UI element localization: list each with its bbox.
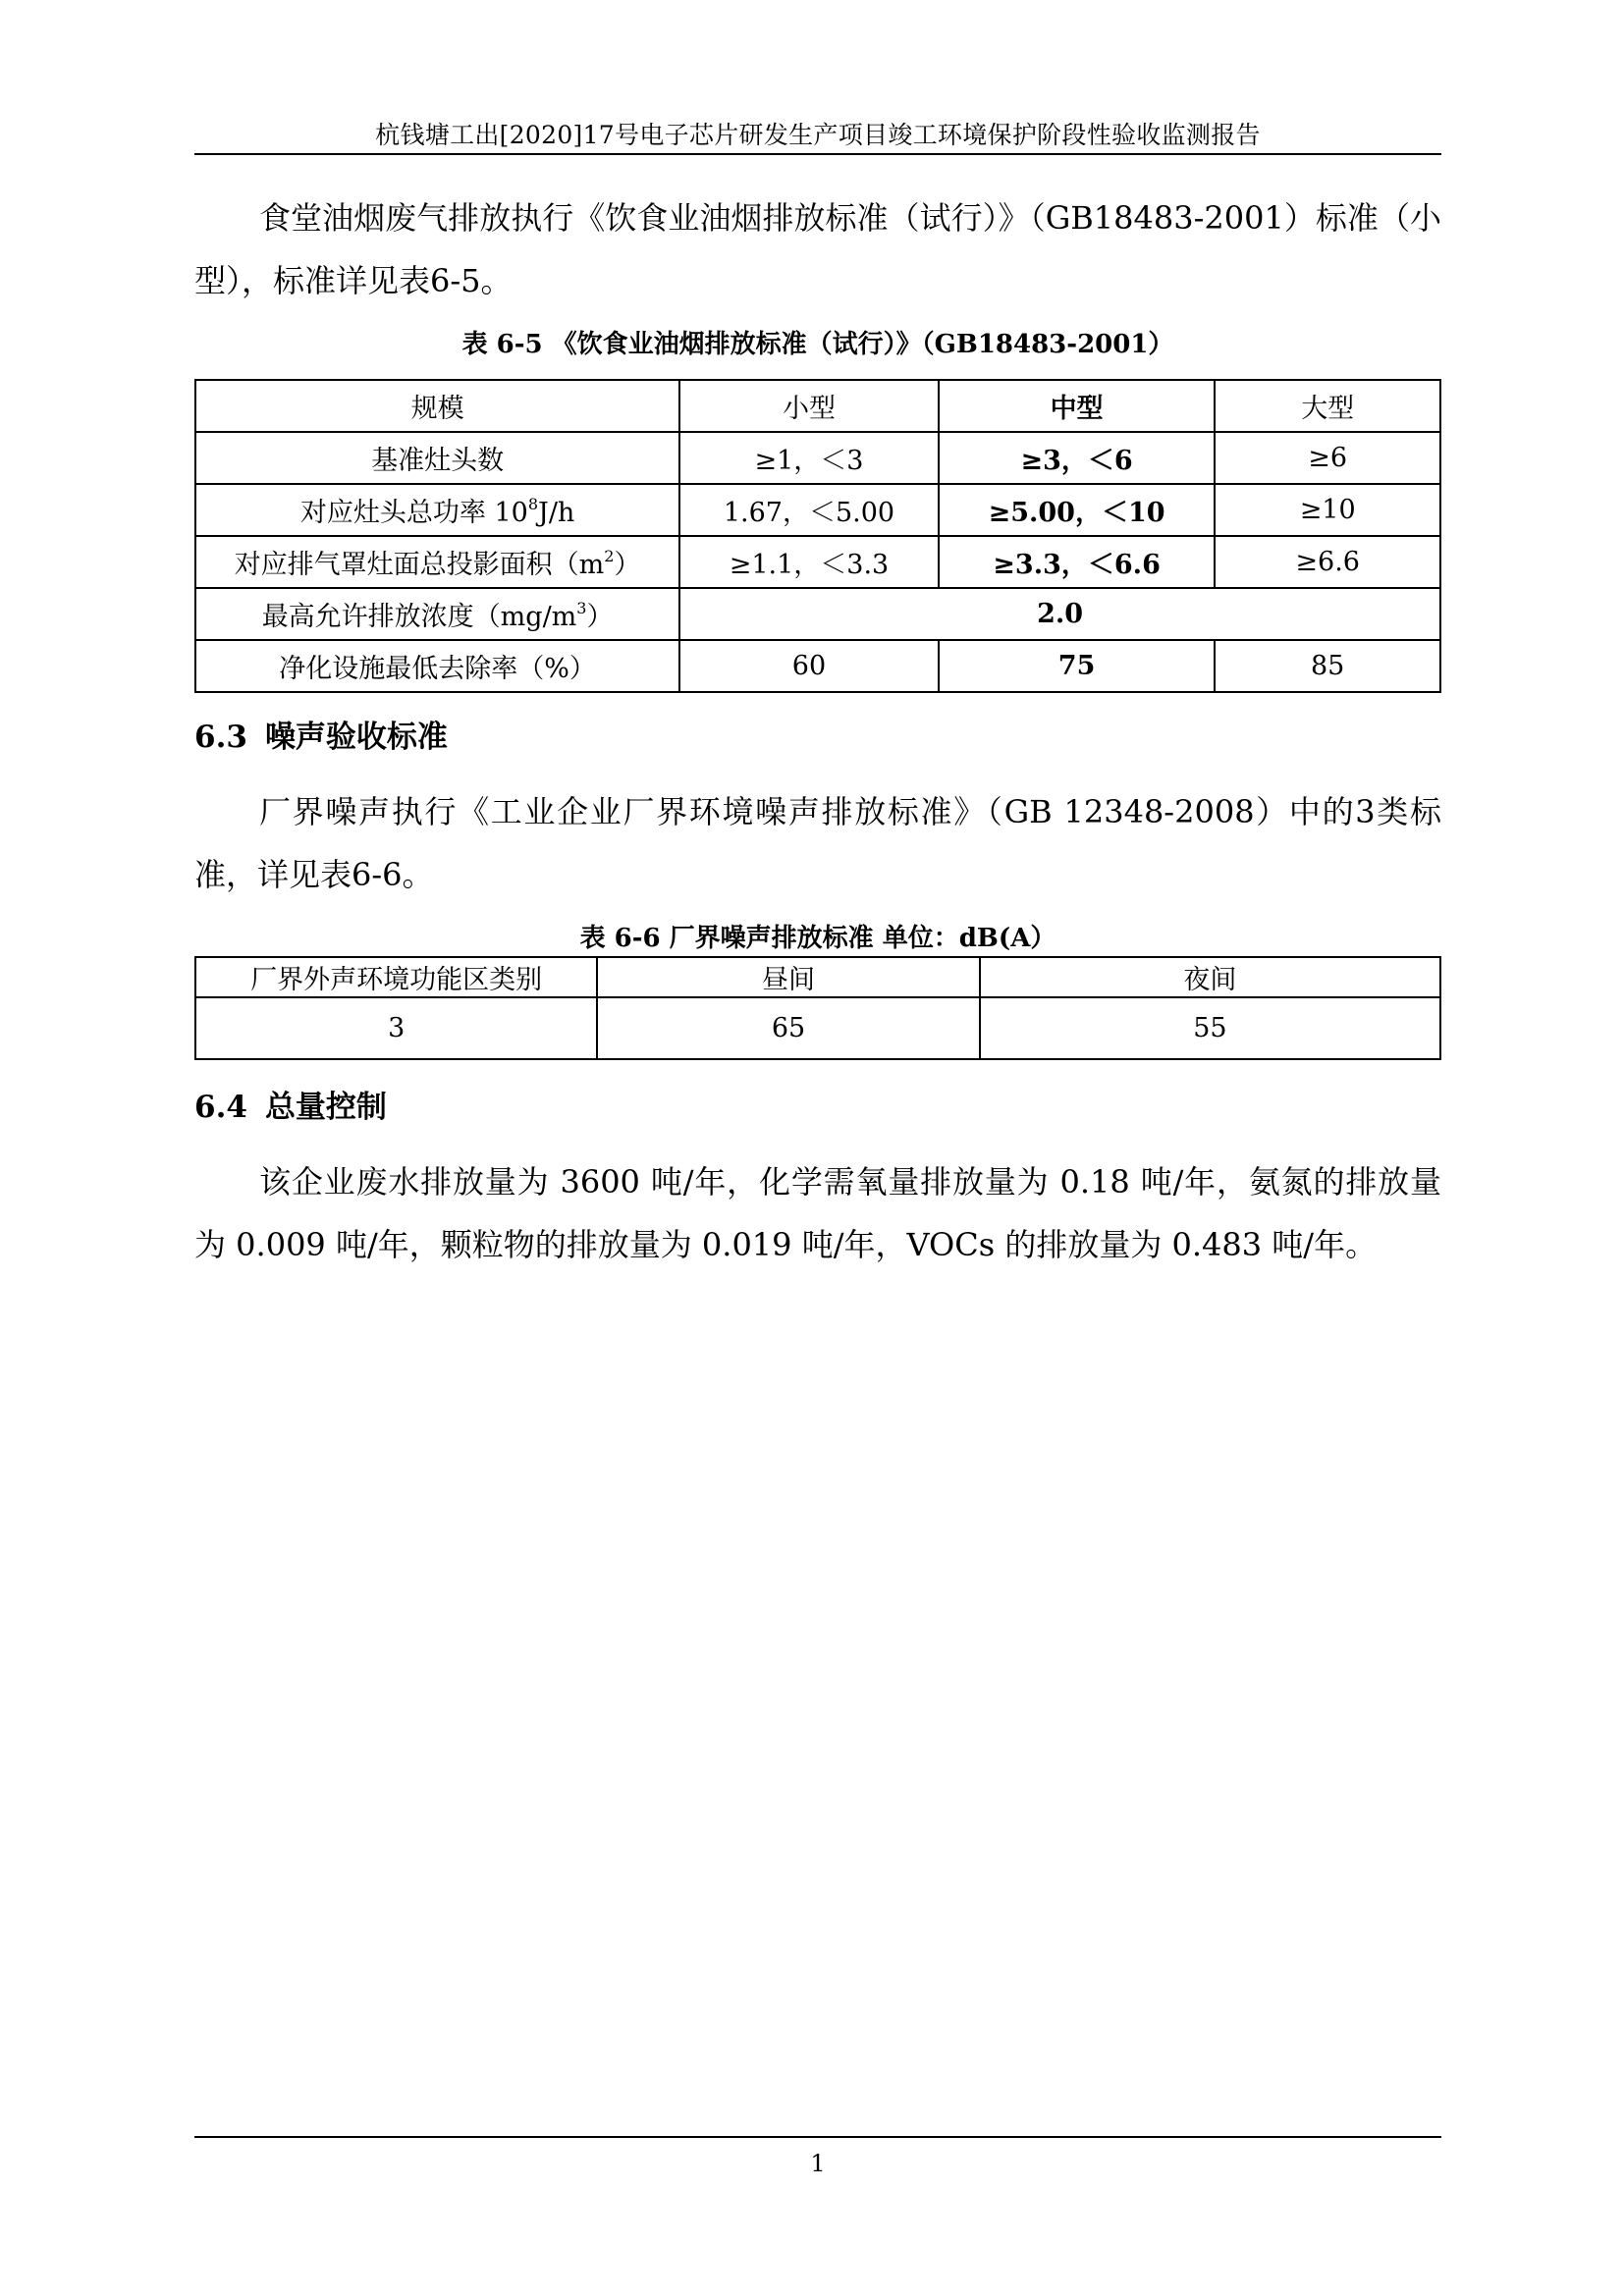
footer-divider — [194, 2136, 1441, 2138]
table-cell: ≥3，＜6 — [939, 432, 1216, 484]
table-row — [195, 484, 1440, 536]
table-cell: ≥6 — [1215, 432, 1440, 484]
row-label-unit: J/h — [538, 498, 575, 528]
table-row — [195, 588, 1440, 640]
table-row — [195, 432, 1440, 484]
section-heading-6-4 — [194, 1082, 387, 1126]
paragraph-noise-standard: 厂界噪声执行《工业企业厂界环境噪声排放标准》（GB 12348-2008）中的3类标准，详见表6-6。 — [194, 793, 1441, 893]
section-number: 6.3 — [194, 720, 247, 755]
table-row — [195, 536, 1440, 588]
report-header: 杭钱塘工出[2020]17号电子芯片研发生产项目竣工环境保护阶段性验收监测报告 — [375, 121, 1261, 149]
table-cell-merged: 2.0 — [679, 588, 1440, 640]
row-label-text: 对应灶头总功率 10 — [299, 498, 528, 528]
superscript: 8 — [527, 495, 538, 513]
table-cell: 75 — [939, 640, 1216, 692]
table-cell: 60 — [679, 640, 939, 692]
section-title: 总量控制 — [264, 1090, 387, 1125]
table-cell: ≥1.1，＜3.3 — [679, 536, 939, 588]
table-cell: ≥1，＜3 — [679, 432, 939, 484]
row-label — [195, 536, 679, 588]
table-cell: ≥10 — [1215, 484, 1440, 536]
row-label — [195, 484, 679, 536]
row-label-unit: ） — [586, 602, 614, 632]
table-header-cell: 中型 — [939, 380, 1216, 432]
superscript: 2 — [604, 547, 615, 565]
row-label-unit: ） — [614, 550, 641, 580]
page-number: 1 — [810, 2150, 826, 2177]
table-row — [195, 640, 1440, 692]
paragraph-cooking-fume: 食堂油烟废气排放执行《饮食业油烟排放标准（试行）》（GB18483-2001）标准（小型），标准详见表6-5。 — [194, 199, 1441, 299]
table-cell: ≥5.00，＜10 — [939, 484, 1216, 536]
section-number: 6.4 — [194, 1090, 247, 1125]
superscript: 3 — [576, 599, 587, 617]
table-cell: 1.67，＜5.00 — [679, 484, 939, 536]
table-row — [195, 997, 1440, 1059]
row-label: 基准灶头数 — [195, 432, 679, 484]
paragraph-total-control: 该企业废水排放量为 3600 吨/年，化学需氧量排放量为 0.18 吨/年，氨氮的排放量为 0.009 吨/年，颗粒物的排放量为 0.019 吨/年，VOCs 的排放量为 0.483 吨/年。 — [194, 1163, 1441, 1263]
section-heading-6-3 — [194, 712, 448, 756]
table-cell: 65 — [597, 997, 979, 1059]
table-header-cell: 夜间 — [980, 957, 1440, 997]
table-header-cell: 大型 — [1215, 380, 1440, 432]
row-label: 净化设施最低去除率（%） — [195, 640, 679, 692]
row-label — [195, 588, 679, 640]
table-cell: 85 — [1215, 640, 1440, 692]
table-cell: ≥6.6 — [1215, 536, 1440, 588]
table-cell: 55 — [980, 997, 1440, 1059]
row-label-text: 对应排气罩灶面总投影面积（m — [234, 550, 605, 580]
table-header-cell: 规模 — [195, 380, 679, 432]
table-header-cell: 厂界外声环境功能区类别 — [195, 957, 597, 997]
table-cell: ≥3.3，＜6.6 — [939, 536, 1216, 588]
header-divider — [194, 153, 1441, 155]
table-6-5-caption: 表 6-5 《饮食业油烟排放标准（试行）》（GB18483-2001） — [461, 330, 1174, 359]
table-header-cell: 昼间 — [597, 957, 979, 997]
table-header-row — [195, 957, 1440, 997]
table-6-6-caption: 表 6-6 厂界噪声排放标准 单位：dB(A） — [579, 924, 1056, 953]
table-header-row — [195, 380, 1440, 432]
table-6-5 — [194, 379, 1441, 693]
row-label-text: 最高允许排放浓度（mg/m — [261, 602, 577, 632]
section-title: 噪声验收标准 — [264, 720, 448, 755]
table-header-cell: 小型 — [679, 380, 939, 432]
table-6-6 — [194, 956, 1441, 1060]
table-cell: 3 — [195, 997, 597, 1059]
